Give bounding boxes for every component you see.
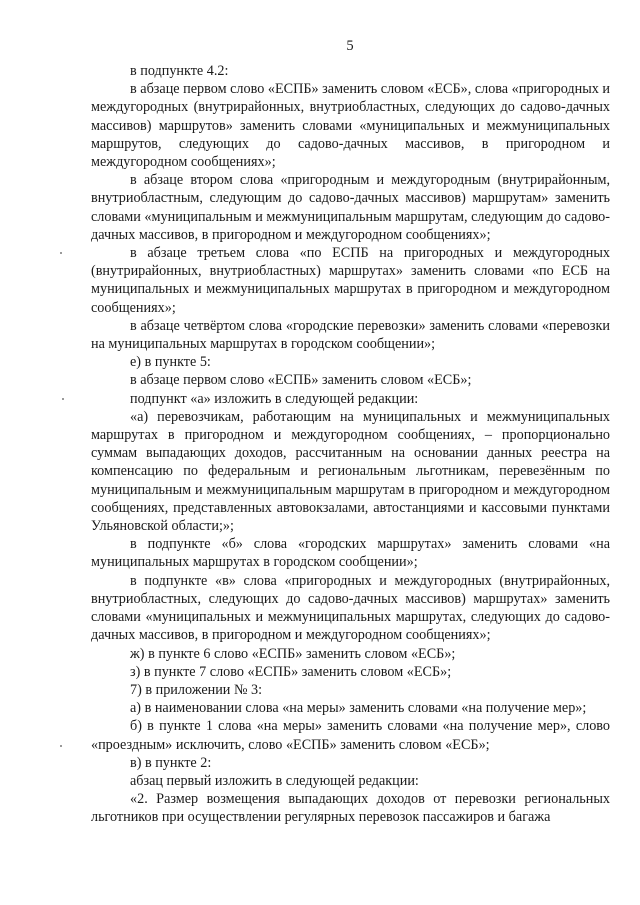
paragraph: в абзаце втором слова «пригородным и междугородным (внутрирайонным, внутриобластным, следующим до садово-дачных массивов) маршрутам» заменить словами «муниципальным и межмуниципальным маршрутам, следующим до садово-дачных массивов, в пригородном и междугородном сообщениях»; — [91, 172, 610, 243]
paragraph: подпункт «а» изложить в следующей редакции: — [130, 390, 419, 407]
paragraph: 7) в приложении № 3: — [130, 681, 263, 698]
scan-speck — [60, 745, 62, 747]
paragraph: «а) перевозчикам, работающим на муниципальных и межмуниципальных маршрутах в пригородном и междугородном сообщениях, – пропорционально суммам выпадающих доходов, рассчитанным на основании данных реестра на компенсацию по федеральным и региональным льготникам, перевезённым по муниципальным и межмуниципальным маршрутам в пригородном и междугородном сообщениях, представленных автовокзалами, автостанциями и кассовыми пунктами Ульяновской области;»; — [91, 408, 610, 535]
document-body — [91, 62, 610, 827]
paragraph: е) в пункте 5: — [130, 354, 211, 371]
paragraph: в подпункте «в» слова «пригородных и междугородных (внутрирайонных, внутриобластных, следующих до садово-дачных массивов) маршрутах» заменить словами «муниципальных и межмуниципальных маршрутах, следующих до садово-дачных массивов, в пригородном и междугородном сообщениях»; — [91, 572, 610, 644]
paragraph: в подпункте «б» слова «городских маршрутах» заменить словами «на муниципальных маршрутах в городском сообщении»; — [91, 536, 610, 571]
paragraph: в) в пункте 2: — [130, 754, 212, 771]
paragraph: а) в наименовании слова «на меры» заменить словами «на получение мер»; — [130, 700, 587, 717]
paragraph: з) в пункте 7 слово «ЕСПБ» заменить словом «ЕСБ»; — [130, 663, 452, 680]
paragraph: в абзаце третьем слова «по ЕСПБ на пригородных и междугородных (внутрирайонных, внутриобластных) маршрутах» заменить словами «по ЕСБ на муниципальных и межмуниципальных маршрутах в пригородном и междугородном сообщениях»; — [91, 245, 610, 316]
paragraph: ж) в пункте 6 слово «ЕСПБ» заменить словом «ЕСБ»; — [130, 645, 456, 662]
paragraph: в абзаце четвёртом слова «городские перевозки» заменить словами «перевозки на муниципальных маршрутах в городском сообщении»; — [91, 317, 610, 353]
paragraph: «2. Размер возмещения выпадающих доходов от перевозки региональных льготников при осуществлении регулярных перевозок пассажиров и багажа — [91, 791, 610, 826]
scan-speck — [62, 398, 64, 400]
paragraph: б) в пункте 1 слова «на меры» заменить словами «на получение мер», слово «проездным» исключить, слово «ЕСПБ» заменить словом «ЕСБ»; — [91, 718, 610, 753]
scan-speck — [60, 252, 62, 254]
paragraph: в подпункте 4.2: — [130, 63, 229, 79]
paragraph: абзац первый изложить в следующей редакции: — [130, 772, 419, 789]
paragraph: в абзаце первом слово «ЕСПБ» заменить словом «ЕСБ»; — [130, 372, 472, 389]
paragraph: в абзаце первом слово «ЕСПБ» заменить словом «ЕСБ», слова «пригородных и междугородных (внутрирайонных, внутриобластных, следующих до садово-дачных массивов) маршрутов» заменить словами «муниципальных и межмуниципальных маршрутов, следующих до садово-дачных массивов, в пригородном и междугородном сообщениях»; — [91, 81, 610, 171]
page-number: 5 — [346, 38, 354, 54]
